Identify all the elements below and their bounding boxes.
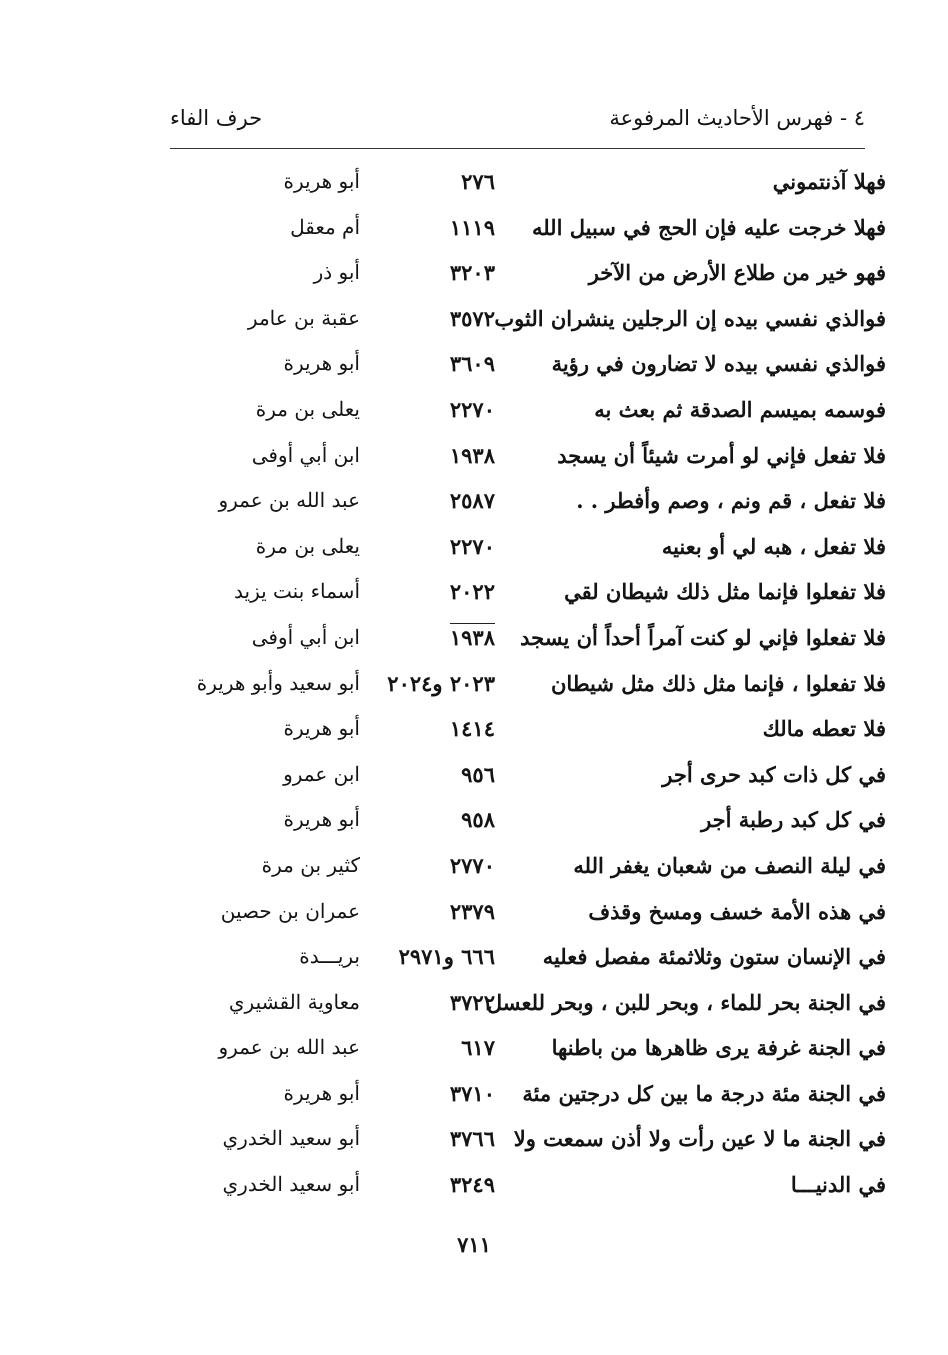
hadith-number: ٢٢٧٠	[449, 533, 495, 559]
index-row	[0, 938, 948, 984]
hadith-number: ٢٧٧٠	[449, 852, 495, 878]
hadith-text: فوسمه بميسم الصدقة ثم بعث به	[594, 396, 886, 422]
hadith-text: في كل كبد رطبة أجر	[701, 807, 886, 833]
narrator: كثير بن مرة	[261, 852, 360, 877]
index-row	[0, 756, 948, 802]
index-row	[0, 254, 948, 300]
index-row	[0, 665, 948, 711]
hadith-text: فلا تفعلوا فإني لو كنت آمراً أحداً أن يسجد	[520, 624, 886, 650]
hadith-text: فوالذي نفسي بيده لا تضارون في رؤية	[551, 351, 886, 377]
hadith-text: في الجنة بحر للماء ، وبحر للبن ، وبحر للعسل	[486, 989, 886, 1015]
index-row	[0, 893, 948, 939]
index-row	[0, 710, 948, 756]
hadith-number: ٢٢٧٠	[449, 396, 495, 422]
index-row	[0, 345, 948, 391]
narrator: عبد الله بن عمرو	[218, 1035, 360, 1060]
narrator: أبو سعيد وأبو هريرة	[196, 670, 360, 695]
index-row	[0, 847, 948, 893]
index-row	[0, 573, 948, 619]
index-row	[0, 1120, 948, 1166]
narrator: أسماء بنت يزيد	[234, 579, 360, 604]
chapter-title: حرف الفاء	[170, 106, 263, 130]
index-row	[0, 391, 948, 437]
index-row	[0, 163, 948, 209]
hadith-text: في الجنة غرفة يرى ظاهرها من باطنها	[551, 1035, 886, 1061]
hadith-text: فلا تفعل فإني لو أمرت شيئاً أن يسجد	[557, 442, 886, 468]
narrator: عقبة بن عامر	[247, 305, 360, 330]
narrator: أم معقل	[290, 214, 360, 239]
hadith-number: ١٤١٤	[449, 716, 495, 742]
index-row	[0, 482, 948, 528]
hadith-text: في الجنة ما لا عين رأت ولا أذن سمعت ولا	[513, 1126, 886, 1152]
narrator: أبو ذر	[313, 260, 360, 285]
index-row	[0, 1166, 948, 1212]
index-row	[0, 619, 948, 665]
index-row	[0, 984, 948, 1030]
hadith-text: فلا تعطه مالك	[762, 716, 886, 742]
hadith-text: فلا تفعلوا فإنما مثل ذلك شيطان لقي	[564, 579, 886, 605]
hadith-text: فلا تفعلوا ، فإنما مثل ذلك مثل شيطان	[551, 670, 886, 696]
index-row	[0, 1029, 948, 1075]
hadith-number: ٣٦٠٩	[449, 351, 495, 377]
hadith-number: ٩٥٨	[461, 807, 495, 833]
narrator: بريـــدة	[299, 944, 360, 969]
hadith-number: ٣٧١٠	[449, 1080, 495, 1106]
hadith-text: في ليلة النصف من شعبان يغفر الله	[573, 852, 886, 878]
narrator: أبو هريرة	[283, 169, 360, 193]
index-row	[0, 209, 948, 255]
narrator: معاوية القشيري	[228, 989, 360, 1014]
hadith-text: في الإنسان ستون وثلاثمئة مفصل فعليه	[542, 944, 886, 970]
index-row	[0, 437, 948, 483]
hadith-number: ٢٠٢٢	[449, 579, 495, 605]
hadith-number: ٢٧٦	[461, 169, 495, 194]
index-row	[0, 528, 948, 574]
hadith-text: في الدنيـــا	[790, 1172, 886, 1198]
narrator: أبو سعيد الخدري	[222, 1126, 360, 1151]
narrator: عبد الله بن عمرو	[218, 488, 360, 513]
hadith-number: ٢٣٧٩	[449, 898, 495, 924]
narrator: ابن عمرو	[283, 761, 360, 786]
narrator: أبو هريرة	[283, 807, 360, 832]
hadith-number: ٣٢٤٩	[449, 1172, 495, 1198]
hadith-number: ٣٧٢٢	[449, 989, 495, 1015]
hadith-number: ٩٥٦	[461, 761, 495, 787]
narrator: يعلى بن مرة	[255, 396, 360, 421]
hadith-number: ١٩٣٨	[449, 442, 495, 468]
index-row	[0, 1075, 948, 1121]
index-row	[0, 801, 948, 847]
page-number: ٧١١	[457, 1232, 491, 1257]
hadith-number: ٢٠٢٣ و٢٠٢٤	[387, 670, 495, 696]
hadith-text: في هذه الأمة خسف ومسخ وقذف	[588, 898, 886, 924]
running-header	[170, 104, 865, 149]
narrator: أبو هريرة	[283, 351, 360, 376]
index-row	[0, 300, 948, 346]
section-title: ٤ - فهرس الأحاديث المرفوعة	[609, 106, 865, 130]
narrator: أبو هريرة	[283, 716, 360, 741]
hadith-text: فهو خير من طلاع الأرض من الآخر	[588, 260, 886, 286]
hadith-number: ٣٥٧٢	[449, 305, 495, 331]
hadith-text: فلا تفعل ، هبه لي أو بعنيه	[661, 533, 886, 559]
hadith-number: ١٩٣٨	[449, 624, 495, 650]
hadith-number: ١١١٩	[449, 214, 495, 240]
narrator: أبو هريرة	[283, 1080, 360, 1105]
narrator: يعلى بن مرة	[255, 533, 360, 558]
hadith-number: ٣٢٠٣	[449, 260, 495, 286]
narrator: ابن أبي أوفى	[251, 442, 360, 467]
narrator: أبو سعيد الخدري	[222, 1172, 360, 1197]
hadith-number: ٣٧٦٦	[449, 1126, 495, 1152]
hadith-text: فهلا آذنتموني	[772, 169, 886, 194]
narrator: عمران بن حصين	[220, 898, 360, 923]
hadith-text: فهلا خرجت عليه فإن الحج في سبيل الله	[531, 214, 886, 240]
hadith-index-list	[0, 163, 948, 1212]
hadith-text: فلا تفعل ، قم ونم ، وصم وأفطر . .	[576, 488, 886, 514]
hadith-text: فوالذي نفسي بيده إن الرجلين ينشران الثوب	[494, 305, 886, 331]
hadith-text: في الجنة مئة درجة ما بين كل درجتين مئة	[522, 1080, 886, 1106]
hadith-number: ٦١٧	[461, 1035, 495, 1061]
hadith-number: ٢٥٨٧	[449, 488, 495, 514]
hadith-text: في كل ذات كبد حرى أجر	[662, 761, 886, 787]
narrator: ابن أبي أوفى	[251, 624, 360, 649]
hadith-number: ٦٦٦ و٢٩٧١	[398, 944, 495, 970]
